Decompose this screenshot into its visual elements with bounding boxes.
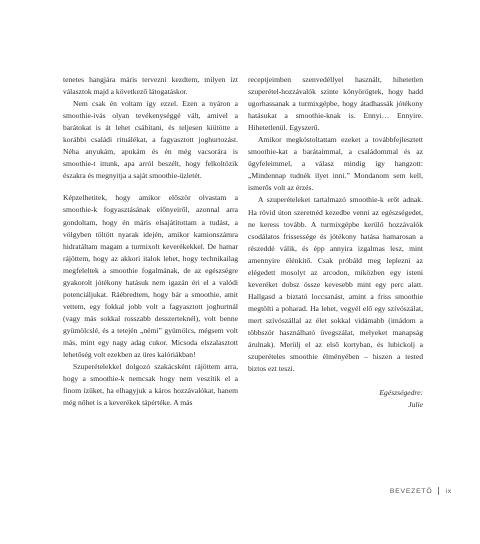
divider bbox=[438, 487, 439, 495]
section-name: BEVEZETŐ bbox=[389, 487, 433, 495]
paragraph: tenetes hangjára máris tervezni kezdtem, milyen ízt választok majd a következő látogatáskor. bbox=[63, 75, 238, 97]
paragraph: Amikor megkóstoltattam ezeket a továbbfejlesztett smoothie-kat a barátaimmal, a családommal és az ügyfeleimmel, a válasz mindig így hangzott: „Mindennap tudnék ilyet inni.” Mondanom sem kell, ismerős volt az érzés. bbox=[248, 135, 423, 193]
paragraph: receptjeimben szenvedéllyel használt, hihetetlen szuperétel-hozzávalók szinte könyörögtek, hogy hadd ugorhassanak a turmixgépbe, hogy átadhassák jótékony hatásukat a smoothie-knak is. Ennyi… Ennyire. Hihetetlenül. Egyszerű. bbox=[248, 75, 423, 133]
closing-text: Egészségedre: bbox=[379, 388, 423, 398]
page-number: ix bbox=[445, 487, 452, 495]
paragraph: Nem csak én voltam így ezzel. Ezen a nyáron a smoothie-ivás olyan tevékenységgé vált, amivel a barátokat is át lehet csábítani, és teljesen kiütötte a korábbi családi rituálékat, a fagyasztott joghurtozást. Néha anyukám, apukám és én még vacsorára is smoothie-t ittunk, apa arról beszélt, hogy felkoltözik északra és megnyitja a saját smoothie-üzletét. bbox=[63, 99, 238, 181]
paragraph: Képzelhetitek, hogy amikor először olvastam a smoothie-k fogyasztásának előnyeiről, azonnal arra gondoltam, hogy én máris elsajátítottam a tudást, a völgyben töltött nyarak idején, amikor kamionszámra hidratáltam magam a turmixolt keverékekkel. De hamar rájöttem, hogy az akkori italok lehet, hogy technikailag megfeleltek a smoothie fogalmának, de az egészségre gyakorolt jótékony hatásuk nem igazán éri el a valódi potenciáljukat. Ráébredtem, hogy bár a smoothie, amit vettem, egy fokkal jobb volt a fagyasztott joghurtnál (vagy más sokkal rosszabb desszerteknél), volt benne gyümölcslé, és a tetején „némi” gyümölcs, mégsem volt más, mint egy nagy adag cukor. Micsoda elszalasztott lehetőség volt ezekben az üres kalóriákban! bbox=[63, 193, 238, 360]
page-footer bbox=[390, 487, 452, 495]
paragraph: Szuperételekkel dolgozó szakácsként rájöttem arra, hogy a smoothie-k nemcsak hogy nem veszítik el a finom ízüket, ha elhagyjuk a káros hozzávalókat, hanem még nőhet is a keverékek tápértéke. A más bbox=[63, 362, 238, 408]
right-column bbox=[248, 74, 423, 411]
paragraph: A szuperételeket tartalmazó smoothie-k erőt adnak. Ha rövid úton szeretnéd kezedbe venni az egészségedet, ne keress tovább. A turmixgépbe kerülő hozzávalók csodálatos frissessége és jótékony hatása hamarosan a részeddé válik, és épp annyira izgalmas lesz, mint amennyire élénkítő. Csak próbáld meg leplezni az elégedett mosolyt az arcodon, miközben egy isteni keveréket dobsz össze kevesebb mint egy perc alatt. Hallgasd a biztató loccsanást, amint a friss smoothie megtölti a poharad. Ha lehet, vegyél elő egy szívószálat, mert szívószállal az élet sokkal vidámabb (imádom a többször használható üvegszálat, melyeket manapság árulnak). Merülj el az első kortyban, és lubickolj a szuperételes smoothie élményében – hiszen a tested biztos ezt teszi. bbox=[248, 195, 423, 374]
closing-signature bbox=[248, 387, 423, 411]
left-column bbox=[63, 74, 238, 409]
signature-name: Julie bbox=[408, 400, 423, 410]
